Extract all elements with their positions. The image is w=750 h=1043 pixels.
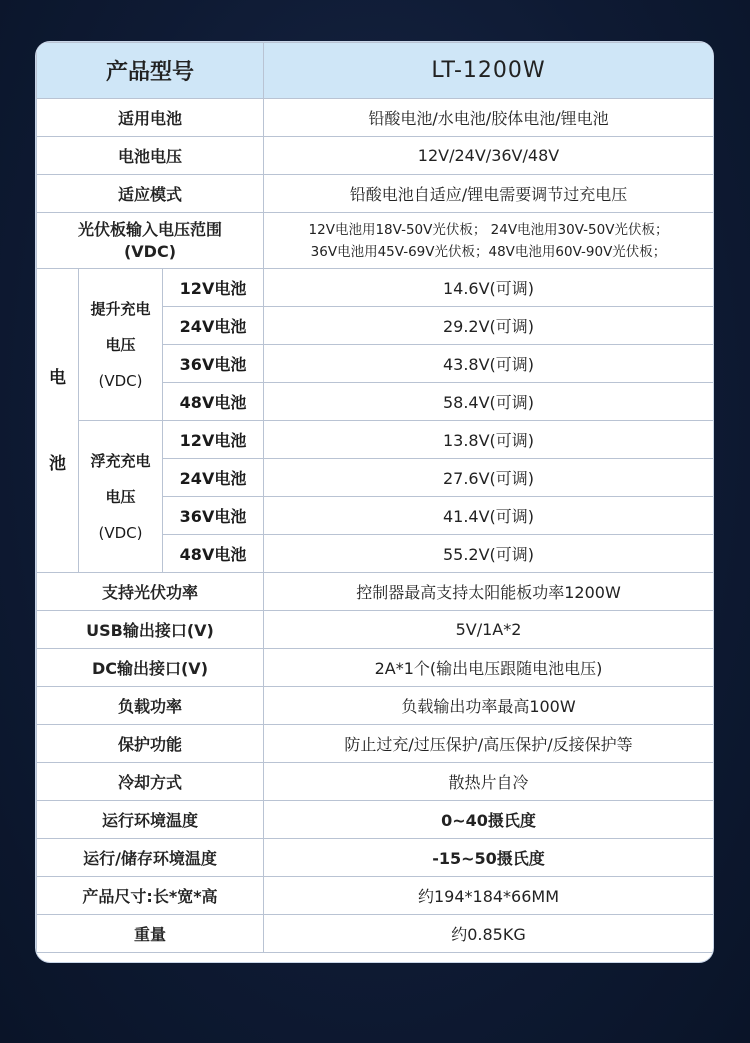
battery-type: 48V电池 [163,535,264,573]
row-label: 电池电压 [37,137,264,175]
table-row [37,877,714,915]
voltage-value: 43.8V(可调) [264,345,714,383]
table-row [37,137,714,175]
table-row [37,649,714,687]
row-value: 12V/24V/36V/48V [264,137,714,175]
row-label: 支持光伏功率 [37,573,264,611]
spec-table-card [36,42,713,962]
row-label: 适应模式 [37,175,264,213]
float-line2: 电压 [105,487,136,506]
voltage-value: 55.2V(可调) [264,535,714,573]
table-row [37,421,714,459]
row-label: 产品尺寸:长*宽*高 [37,877,264,915]
table-row [37,839,714,877]
table-row [37,175,714,213]
pv-range-value-line2: 36V电池用45V-69V光伏板；48V电池用60V-90V光伏板； [310,243,667,260]
voltage-value: 41.4V(可调) [264,497,714,535]
row-label: DC输出接口(V) [37,649,264,687]
row-label: 运行/储存环境温度 [37,839,264,877]
table-row [37,99,714,137]
float-line1: 浮充充电 [90,451,151,470]
battery-type: 12V电池 [163,269,264,307]
battery-type: 24V电池 [163,459,264,497]
header-model: LT-1200W [264,43,714,99]
table-row [37,763,714,801]
battery-group-char1: 电 [49,367,66,388]
row-value: 铅酸电池/水电池/胶体电池/锂电池 [264,99,714,137]
row-value: -15~50摄氏度 [264,839,714,877]
battery-type: 24V电池 [163,307,264,345]
row-value: 防止过充/过压保护/高压保护/反接保护等 [264,725,714,763]
row-label: 适用电池 [37,99,264,137]
battery-group-char2: 池 [49,453,66,474]
table-row [37,611,714,649]
row-label: 运行环境温度 [37,801,264,839]
battery-group-label [37,269,79,573]
pv-range-row [37,213,714,269]
voltage-value: 27.6V(可调) [264,459,714,497]
table-row [37,915,714,953]
row-value: 约0.85KG [264,915,714,953]
row-label: 冷却方式 [37,763,264,801]
table-row [37,687,714,725]
row-value: 散热片自冷 [264,763,714,801]
boost-line1: 提升充电 [90,299,151,318]
pv-range-value-line1: 12V电池用18V-50V光伏板； 24V电池用30V-50V光伏板； [308,221,669,238]
voltage-value: 58.4V(可调) [264,383,714,421]
battery-type: 12V电池 [163,421,264,459]
row-value: 控制器最高支持太阳能板功率1200W [264,573,714,611]
row-label: USB输出接口(V) [37,611,264,649]
header-row [37,43,714,99]
table-row [37,269,714,307]
table-row [37,801,714,839]
table-row [37,573,714,611]
header-label: 产品型号 [37,43,264,99]
spec-table [36,42,713,953]
row-value: 约194*184*66MM [264,877,714,915]
battery-type: 36V电池 [163,345,264,383]
row-value: 2A*1个(输出电压跟随电池电压) [264,649,714,687]
pv-range-label-line2: (VDC) [123,241,177,261]
pv-range-label [37,213,264,269]
pv-range-value [264,213,714,269]
voltage-value: 13.8V(可调) [264,421,714,459]
voltage-value: 14.6V(可调) [264,269,714,307]
float-line3: (VDC) [98,523,143,542]
float-voltage-label [79,421,163,573]
table-row [37,725,714,763]
battery-type: 48V电池 [163,383,264,421]
pv-range-label-line1: 光伏板输入电压范围 [77,219,222,239]
boost-line2: 电压 [105,335,136,354]
row-value: 0~40摄氏度 [264,801,714,839]
row-value: 负载输出功率最高100W [264,687,714,725]
row-label: 保护功能 [37,725,264,763]
boost-line3: (VDC) [98,371,143,390]
row-value: 5V/1A*2 [264,611,714,649]
boost-voltage-label [79,269,163,421]
row-value: 铅酸电池自适应/锂电需要调节过充电压 [264,175,714,213]
battery-type: 36V电池 [163,497,264,535]
row-label: 重量 [37,915,264,953]
row-label: 负载功率 [37,687,264,725]
voltage-value: 29.2V(可调) [264,307,714,345]
